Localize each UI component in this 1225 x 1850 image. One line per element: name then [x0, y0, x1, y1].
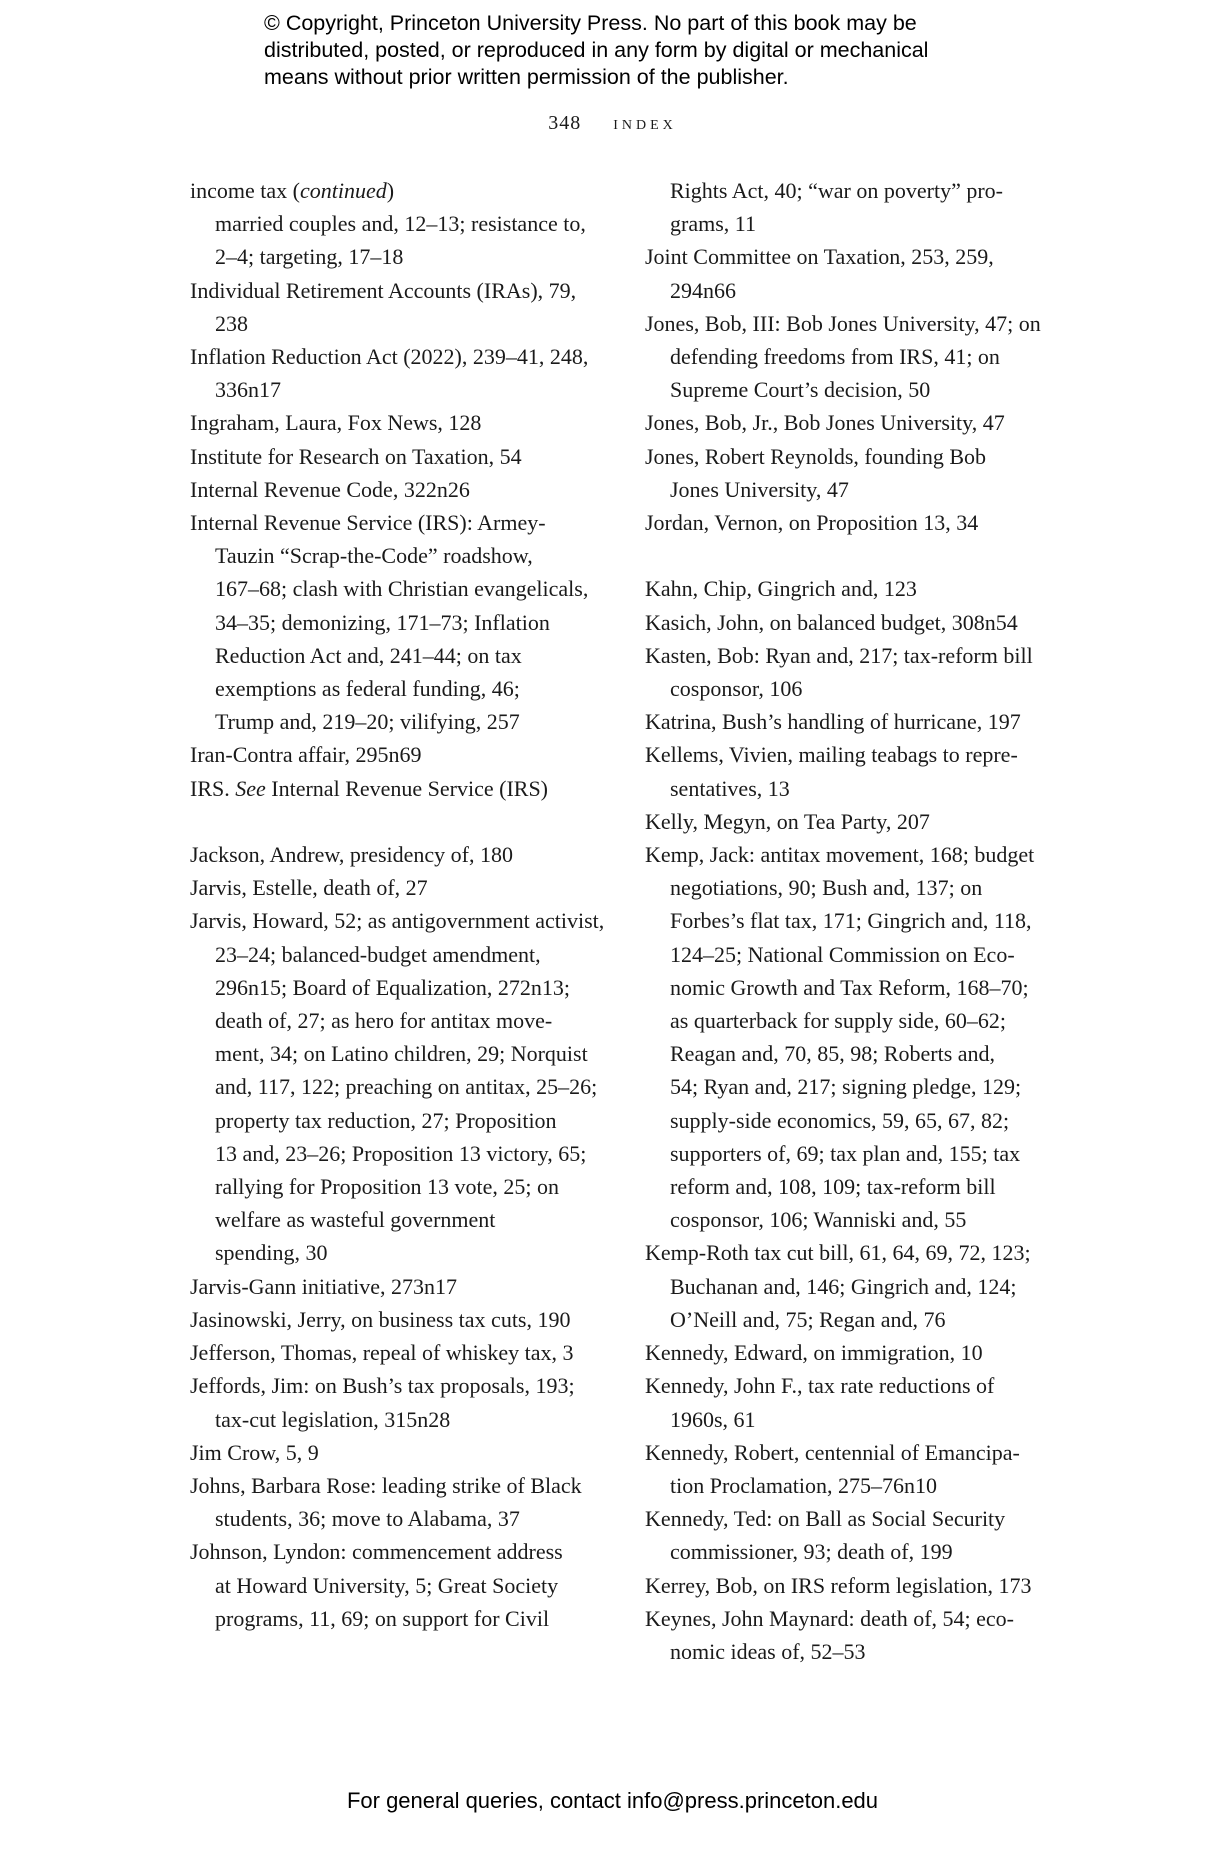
index-column-left	[190, 174, 610, 1635]
index-entry: married couples and, 12–13; resistance to, 2–4; targeting, 17–18	[215, 211, 586, 270]
index-entry: Kemp-Roth tax cut bill, 61, 64, 69, 72, 123; Buchanan and, 146; Gingrich and, 124; O’Neill and, 75; Regan and, 76	[645, 1240, 1031, 1332]
footer-text: For general queries, contact info@press.princeton.edu	[346, 1788, 879, 1813]
index-entry: Jim Crow, 5, 9	[190, 1439, 319, 1465]
index-entry: Johnson, Lyndon: commencement address at Howard University, 5; Great Society programs, 11, 69; on support for Civil	[190, 1539, 563, 1631]
index-entry: Kerrey, Bob, on IRS reform legislation, 173	[645, 1572, 1032, 1598]
index-entry: IRS. See Internal Revenue Service (IRS)	[190, 775, 549, 801]
copyright-notice	[264, 10, 1024, 91]
index-entry: Iran-Contra affair, 295n69	[190, 742, 422, 768]
index-entry: Jordan, Vernon, on Proposition 13, 34	[645, 510, 979, 536]
index-entry: Joint Committee on Taxation, 253, 259, 294n66	[645, 244, 994, 303]
index-entry: Kennedy, Edward, on immigration, 10	[645, 1340, 983, 1366]
section-title: index	[613, 112, 677, 134]
index-entry: Kahn, Chip, Gingrich and, 123	[645, 576, 917, 602]
index-entry: Institute for Research on Taxation, 54	[190, 443, 522, 469]
index-column-right	[645, 174, 1065, 1668]
index-entry: Jarvis, Howard, 52; as antigovernment activist, 23–24; balanced-budget amendment, 296n15; Board of Equalization, 272n13; death of, 27; as hero for antitax move- ment, 34; on Latino children, 29; Norquist and, 117, 122; preaching on antitax, 25–26; property tax reduction, 27; Proposition 13 and, 23–26; Proposition 13 victory, 65; rallying for Proposition 13 vote, 25; on welfare as wasteful government spending, 30	[190, 908, 605, 1266]
index-entry: Rights Act, 40; “war on poverty” pro- grams, 11	[670, 178, 1003, 237]
index-entry: Kennedy, John F., tax rate reductions of 1960s, 61	[645, 1373, 995, 1432]
index-entry: Kemp, Jack: antitax movement, 168; budget negotiations, 90; Bush and, 137; on Forbes’s flat tax, 171; Gingrich and, 118, 124–25; National Commission on Eco- nomic Growth and Tax Reform, 168–70; as quarterback for supply side, 60–62; Reagan and, 70, 85, 98; Roberts and, 54; Ryan and, 217; signing pledge, 129; supply-side economics, 59, 65, 67, 82; supporters of, 69; tax plan and, 155; tax reform and, 108, 109; tax-reform bill cosponsor, 106; Wanniski and, 55	[645, 842, 1035, 1233]
index-entry: Inflation Reduction Act (2022), 239–41, 248, 336n17	[190, 344, 589, 403]
index-entry: Internal Revenue Code, 322n26	[190, 476, 470, 502]
index-entry: Jarvis, Estelle, death of, 27	[190, 875, 428, 901]
index-entry: income tax (continued)	[190, 178, 395, 203]
index-entry: Internal Revenue Service (IRS): Armey- Tauzin “Scrap-the-Code” roadshow, 167–68; clash with Christian evangelicals, 34–35; demonizing, 171–73; Inflation Reduction Act and, 241–44; on tax exemptions as federal funding, 46; Trump and, 219–20; vilifying, 257	[190, 510, 589, 735]
index-entry: Keynes, John Maynard: death of, 54; eco- nomic ideas of, 52–53	[645, 1605, 1015, 1664]
page-number: 348	[548, 112, 582, 134]
index-entry: Johns, Barbara Rose: leading strike of Black students, 36; move to Alabama, 37	[190, 1472, 582, 1532]
index-entry: Jones, Bob, III: Bob Jones University, 47; on defending freedoms from IRS, 41; on Supreme Court’s decision, 50	[645, 310, 1041, 403]
footer-contact	[0, 1788, 1225, 1814]
index-entry: Kellems, Vivien, mailing teabags to repre- sentatives, 13	[645, 742, 1018, 801]
index-entry: Jarvis-Gann initiative, 273n17	[190, 1273, 458, 1299]
italic-text: See	[235, 775, 266, 801]
index-entry: Katrina, Bush’s handling of hurricane, 197	[645, 709, 1021, 735]
index-entry: Jackson, Andrew, presidency of, 180	[190, 842, 513, 868]
index-entry: Jasinowski, Jerry, on business tax cuts, 190	[190, 1306, 571, 1332]
index-entry: Jeffords, Jim: on Bush’s tax proposals, 193; tax-cut legislation, 315n28	[190, 1373, 575, 1432]
index-entry: Kennedy, Ted: on Ball as Social Security commissioner, 93; death of, 199	[645, 1506, 1006, 1565]
index-entry: Ingraham, Laura, Fox News, 128	[190, 410, 482, 436]
index-entry: Kennedy, Robert, centennial of Emancipa- tion Proclamation, 275–76n10	[645, 1439, 1020, 1498]
index-entry: Kasten, Bob: Ryan and, 217; tax-reform bill cosponsor, 106	[645, 642, 1033, 702]
copyright-text: © Copyright, Princeton University Press. No part of this book may be distributed, posted, or reproduced in any form by digital or mechanical means without prior written permission of the publisher.	[264, 11, 929, 89]
index-entry: Kasich, John, on balanced budget, 308n54	[645, 609, 1018, 635]
index-entry: Jones, Robert Reynolds, founding Bob Jones University, 47	[645, 443, 986, 502]
italic-text: continued	[299, 178, 387, 203]
index-entry: Kelly, Megyn, on Tea Party, 207	[645, 808, 930, 834]
index-entry: Individual Retirement Accounts (IRAs), 79, 238	[190, 277, 577, 336]
index-entry: Jones, Bob, Jr., Bob Jones University, 47	[645, 410, 1005, 436]
running-head	[0, 112, 1225, 135]
index-entry: Jefferson, Thomas, repeal of whiskey tax, 3	[190, 1340, 574, 1366]
